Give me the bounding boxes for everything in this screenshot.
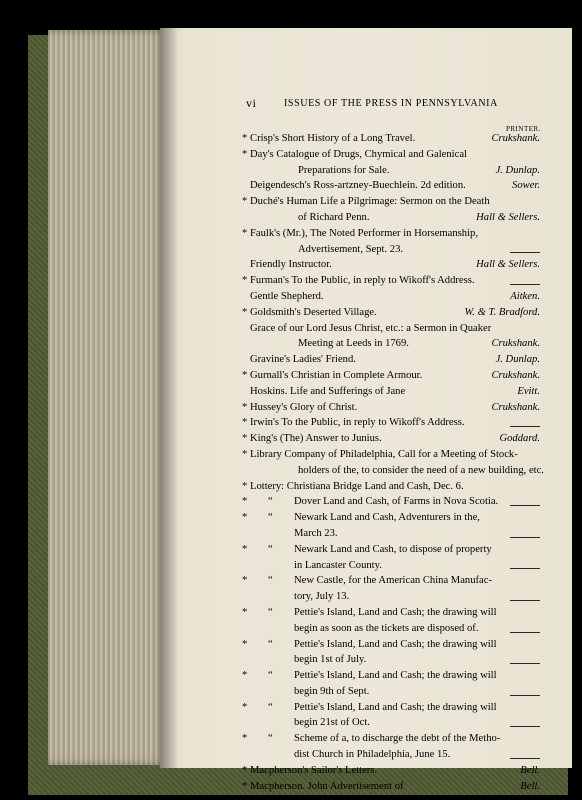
entry-text: Day's Catalogue of Drugs, Chymical and Galenical — [250, 148, 467, 160]
printer-name: Aitken. — [510, 290, 540, 302]
ditto-mark: “ — [268, 496, 273, 508]
entry-text: Gentle Shepherd. — [250, 290, 324, 302]
entry-text: begin 21st of Oct. — [294, 717, 370, 729]
entry-text: in Lancaster County. — [294, 559, 382, 571]
printer-name: Bell. — [520, 764, 540, 776]
entry-text: King's (The) Answer to Junius. — [250, 433, 382, 445]
ditto-mark: “ — [268, 670, 273, 682]
entry-text: Gravine's Ladies' Friend. — [250, 354, 356, 366]
asterisk-marker: * — [242, 433, 248, 445]
ditto-mark: “ — [268, 512, 273, 524]
entry-text: Hussey's Glory of Christ. — [250, 401, 358, 413]
entry-text: Furman's To the Public, in reply to Wikoff's Address. — [250, 275, 475, 287]
printer-name: Hall & Sellers. — [476, 259, 540, 271]
entry-text: March 23. — [294, 527, 338, 539]
asterisk-marker: * — [242, 275, 248, 287]
asterisk-marker: * — [242, 133, 248, 144]
asterisk-marker: * — [242, 575, 248, 587]
entry-text: Meeting at Leeds in 1769. — [298, 338, 409, 350]
entry-text: Grace of our Lord Jesus Christ, etc.: a Sermon in Quaker — [250, 322, 492, 334]
asterisk-marker: * — [242, 638, 248, 650]
ditto-mark: “ — [268, 638, 273, 650]
entry-text: Macpherson. John Advertisement of — [250, 780, 404, 792]
printer-name: J. Dunlap. — [495, 164, 540, 176]
entry-line — [244, 400, 540, 416]
printer-unknown-dash — [510, 632, 540, 633]
asterisk-marker: * — [242, 448, 248, 460]
entry-text: tory, July 13. — [294, 591, 350, 603]
ditto-mark: “ — [268, 701, 273, 713]
asterisk-marker: * — [242, 401, 248, 413]
entry-line — [244, 510, 540, 526]
entry-line — [244, 321, 540, 337]
entry-line — [244, 779, 540, 795]
printer-name: Crukshank. — [491, 369, 540, 381]
entry-line — [244, 178, 540, 194]
ditto-mark: “ — [268, 543, 273, 555]
asterisk-marker: * — [242, 227, 248, 239]
entry-line — [244, 494, 540, 510]
entry-line — [244, 731, 540, 747]
entry-line — [244, 637, 540, 653]
entry-line — [244, 289, 540, 305]
entry-line — [244, 131, 540, 147]
entry-text: begin 1st of July. — [294, 654, 367, 666]
printer-name: Crukshank. — [491, 338, 540, 350]
entry-line — [244, 763, 540, 779]
entry-line — [244, 163, 540, 179]
entry-line — [244, 668, 540, 684]
entry-text: Friendly Instructor. — [250, 259, 332, 271]
entry-line — [244, 700, 540, 716]
printer-unknown-dash — [510, 537, 540, 538]
printer-name: Hall & Sellers. — [476, 211, 540, 223]
entry-text: Faulk's (Mr.), The Noted Performer in Horsemanship, — [250, 227, 478, 239]
asterisk-marker: * — [242, 496, 248, 508]
asterisk-marker: * — [242, 512, 248, 524]
asterisk-marker: * — [242, 306, 248, 318]
printer-unknown-dash — [510, 252, 540, 253]
entry-line — [244, 526, 540, 542]
entry-text: Newark Land and Cash, Adventurers in the, — [294, 512, 480, 524]
entry-line — [244, 463, 544, 479]
entry-line — [244, 352, 540, 368]
entry-text: of Richard Penn. — [298, 211, 370, 223]
printer-name: J. Dunlap. — [495, 354, 540, 366]
printer-unknown-dash — [510, 505, 540, 506]
page-number: vi — [246, 96, 257, 110]
asterisk-marker: * — [242, 670, 248, 682]
entry-line — [244, 257, 540, 273]
entry-text: Pettie's Island, Land and Cash; the drawing will — [294, 606, 497, 618]
entry-text: Gurnall's Christian in Complete Armour. — [250, 369, 423, 381]
asterisk-marker: * — [242, 417, 248, 429]
entry-text: Hoskins. Life and Sufferings of Jane — [250, 385, 406, 397]
printer-unknown-dash — [510, 663, 540, 664]
asterisk-marker: * — [242, 369, 248, 381]
asterisk-marker: * — [242, 764, 248, 776]
asterisk-marker: * — [242, 543, 248, 555]
printer-unknown-dash — [510, 568, 540, 569]
entry-line — [244, 384, 540, 400]
entry-text: Pettie's Island, Land and Cash; the drawing will — [294, 670, 497, 682]
asterisk-marker: * — [242, 196, 248, 208]
entry-line — [244, 605, 540, 621]
entry-line — [244, 226, 540, 242]
entry-line — [244, 542, 540, 558]
entry-line — [244, 336, 540, 352]
entry-text: Deigendesch's Ross-artzney-Buechlein. 2d edition. — [250, 180, 466, 192]
asterisk-marker: * — [242, 148, 248, 160]
ditto-mark: “ — [268, 733, 273, 745]
entry-text: Duché's Human Life a Pilgrimage: Sermon on the Death — [250, 196, 490, 208]
printer-column-heading: PRINTER. — [506, 125, 541, 133]
entry-line — [244, 210, 540, 226]
entry-line — [244, 747, 540, 763]
printer-unknown-dash — [510, 600, 540, 601]
entry-text: dist Church in Philadelphia, June 15. — [294, 749, 451, 761]
page-edges — [48, 30, 168, 765]
entry-text: Dover Land and Cash, of Farms in Nova Scotia. — [294, 496, 499, 508]
entry-list — [242, 131, 544, 794]
entry-text: Crisp's Short History of a Long Travel. — [250, 133, 416, 144]
printer-name: W. & T. Bradford. — [464, 306, 540, 318]
printer-name: Crukshank. — [491, 133, 540, 144]
entry-text: New Castle, for the American China Manufac- — [294, 575, 492, 587]
entry-line — [244, 447, 540, 463]
printer-name: Sower. — [512, 180, 540, 192]
ditto-mark: “ — [268, 606, 273, 618]
entry-text: begin 9th of Sept. — [294, 685, 370, 697]
printer-unknown-dash — [510, 284, 540, 285]
entry-line — [244, 621, 540, 637]
printer-unknown-dash — [510, 695, 540, 696]
entry-line — [244, 479, 540, 495]
printer-name: Crukshank. — [491, 401, 540, 413]
entry-line — [244, 147, 540, 163]
entry-line — [244, 684, 540, 700]
entry-line — [244, 715, 540, 731]
asterisk-marker: * — [242, 480, 248, 492]
printer-name: Bell. — [520, 780, 540, 792]
running-title: ISSUES OF THE PRESS IN PENNSYLVANIA — [284, 98, 498, 109]
entry-line — [244, 273, 540, 289]
entry-text: Library Company of Philadelphia, Call for a Meeting of Stock- — [250, 448, 518, 460]
entry-text: Pettie's Island, Land and Cash; the drawing will — [294, 638, 497, 650]
entry-text: Newark Land and Cash, to dispose of property — [294, 543, 492, 555]
entry-text: Lottery: Christiana Bridge Land and Cash, Dec. 6. — [250, 480, 464, 492]
entry-text: Scheme of a, to discharge the debt of the Metho- — [294, 733, 501, 745]
printer-unknown-dash — [510, 726, 540, 727]
printer-unknown-dash — [510, 426, 540, 427]
asterisk-marker: * — [242, 780, 248, 792]
entry-text: Advertisement, Sept. 23. — [298, 243, 404, 255]
entry-line — [244, 589, 540, 605]
entry-line — [244, 431, 540, 447]
entry-line — [244, 652, 540, 668]
entry-line — [244, 194, 540, 210]
entry-line — [244, 305, 540, 321]
ditto-mark: “ — [268, 575, 273, 587]
entry-text: Goldsmith's Deserted Village. — [250, 306, 377, 318]
asterisk-marker: * — [242, 701, 248, 713]
asterisk-marker: * — [242, 733, 248, 745]
entry-text: Macpherson's Sailor's Letters. — [250, 764, 378, 776]
printer-name: Goddard. — [499, 433, 540, 445]
entry-text: begin as soon as the tickets are disposed of. — [294, 622, 479, 634]
entry-line — [244, 368, 540, 384]
entry-text: Preparations for Sale. — [298, 164, 390, 176]
entry-text: Pettie's Island, Land and Cash; the drawing will — [294, 701, 497, 713]
entry-text: holders of the, to consider the need of a new building, etc. — [298, 464, 544, 476]
printer-name: Evitt. — [517, 385, 540, 397]
entry-line — [244, 242, 540, 258]
asterisk-marker: * — [242, 606, 248, 618]
gutter-shadow — [160, 28, 178, 768]
entry-line — [244, 573, 540, 589]
entry-text: Irwin's To the Public, in reply to Wikoff's Address. — [250, 417, 465, 429]
entry-line — [244, 558, 540, 574]
entry-line — [244, 415, 540, 431]
printer-unknown-dash — [510, 758, 540, 759]
